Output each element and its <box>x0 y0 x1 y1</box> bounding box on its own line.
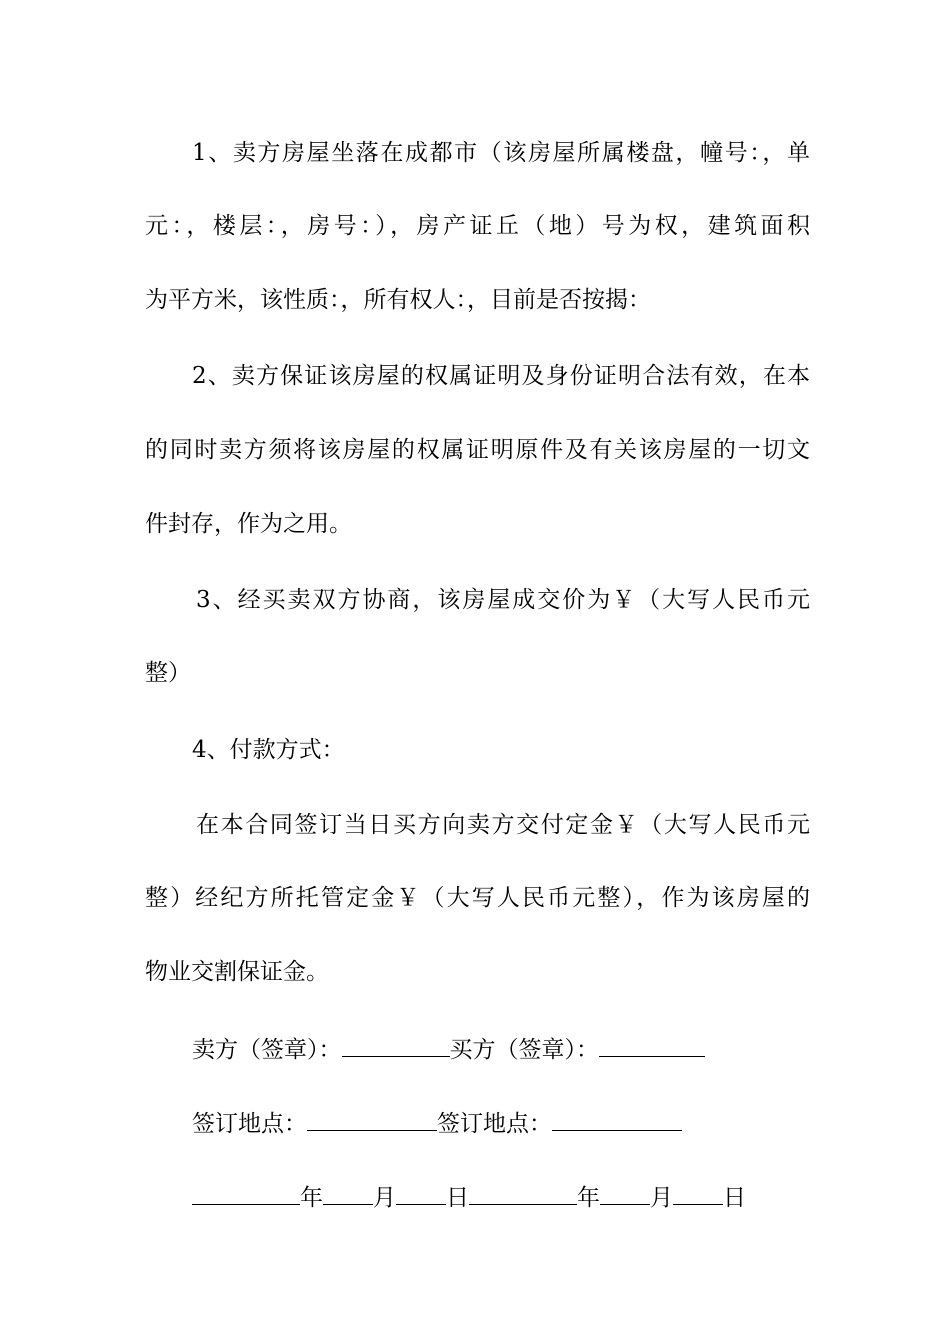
year-blank-1[interactable] <box>192 1182 300 1205</box>
para-4-line-1: 4、付款方式： <box>192 737 345 763</box>
month-label-1: 月 <box>373 1185 396 1211</box>
year-label-2: 年 <box>577 1185 600 1211</box>
day-label-1: 日 <box>446 1185 469 1211</box>
para-1-line-2: 元：，楼层：，房号：），房产证丘（地）号为权，建筑面积 <box>145 213 810 239</box>
month-label-2: 月 <box>650 1185 673 1211</box>
place-label-1: 签订地点： <box>192 1111 307 1137</box>
para-2-line-3: 件封存，作为之用。 <box>145 511 352 537</box>
seller-signature-label: 卖方（签章）： <box>192 1037 342 1063</box>
day-blank-1[interactable] <box>396 1182 446 1205</box>
place-label-2: 签订地点： <box>437 1111 552 1137</box>
para-3-line-1: 3、经买卖双方协商，该房屋成交价为￥（大写人民币元 <box>196 587 810 613</box>
para-5-line-3: 物业交割保证金。 <box>145 959 329 985</box>
day-blank-2[interactable] <box>673 1182 723 1205</box>
buyer-signature-label: 买方（签章）： <box>449 1037 599 1063</box>
para-5-line-2: 整）经纪方所托管定金￥（大写人民币元整），作为该房屋的 <box>145 885 810 911</box>
date-row <box>192 1182 810 1213</box>
signature-row <box>192 1034 810 1065</box>
year-blank-2[interactable] <box>469 1182 577 1205</box>
buyer-signature-blank[interactable] <box>599 1034 705 1057</box>
para-2-line-2: 的同时卖方须将该房屋的权属证明原件及有关该房屋的一切文 <box>145 437 810 463</box>
para-3-line-2: 整） <box>145 660 191 686</box>
para-2-line-1: 2、卖方保证该房屋的权属证明及身份证明合法有效，在本 <box>192 363 810 389</box>
month-blank-1[interactable] <box>323 1182 373 1205</box>
day-label-2: 日 <box>723 1185 746 1211</box>
para-5-line-1: 在本合同签订当日买方向卖方交付定金￥（大写人民币元 <box>196 812 810 838</box>
para-1-line-1: 1、卖方房屋坐落在成都市（该房屋所属楼盘，幢号：，单 <box>192 140 810 166</box>
seller-signature-blank[interactable] <box>342 1034 450 1057</box>
place-blank-2[interactable] <box>552 1108 682 1131</box>
year-label-1: 年 <box>300 1185 323 1211</box>
place-row <box>192 1108 810 1139</box>
place-blank-1[interactable] <box>307 1108 437 1131</box>
month-blank-2[interactable] <box>600 1182 650 1205</box>
para-1-line-3: 为平方米，该性质：，所有权人：，目前是否按揭： <box>145 287 651 313</box>
